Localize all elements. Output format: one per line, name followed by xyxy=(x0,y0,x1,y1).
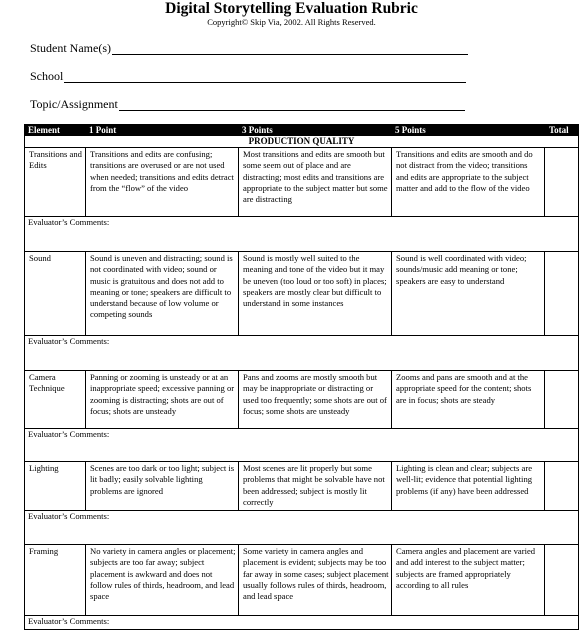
five-points-cell: Transitions and edits are smooth and do not distract from the video; transitions and edits are appropriate to the subject matter and add to the flow of the video xyxy=(392,148,545,216)
one-point-cell: Panning or zooming is unsteady or at an inappropriate speed; excessive panning or zooming is distracting; shots are out of focus; shots are unsteady xyxy=(86,371,239,428)
table-row-framing xyxy=(24,545,579,616)
table-row-camera-technique xyxy=(24,371,579,429)
topic-assignment-field[interactable] xyxy=(30,97,465,111)
three-points-cell: Most scenes are lit properly but some problems that might be solvable have not been addressed; subject is mostly lit correctly xyxy=(239,462,392,510)
school-label: School xyxy=(30,69,64,83)
school-field[interactable] xyxy=(30,69,466,83)
three-points-cell: Some variety in camera angles and placement is evident; subjects may be too far away in some cases; subject placement usually follows rules of thirds, headroom, and lead space xyxy=(239,545,392,615)
school-line[interactable] xyxy=(64,70,466,83)
evaluator-comments-transitions[interactable] xyxy=(24,217,579,252)
table-row-lighting xyxy=(24,462,579,511)
comments-label: Evaluator’s Comments: xyxy=(28,616,110,626)
three-points-cell: Sound is mostly well suited to the meaning and tone of the video but it may be uneven (too loud or too soft) in places; speakers are mostly clear but difficult to understand in some instances xyxy=(239,252,392,335)
student-name-field[interactable] xyxy=(30,41,468,55)
evaluator-comments-sound[interactable] xyxy=(24,336,579,371)
three-points-cell: Most transitions and edits are smooth but some seem out of place and are distracting; most edits and transitions are appropriate to the subject matter but some are distracting xyxy=(239,148,392,216)
column-header-3-points: 3 Points xyxy=(242,125,273,135)
table-row-transitions xyxy=(24,148,579,217)
comments-label: Evaluator’s Comments: xyxy=(28,336,110,346)
one-point-cell: Scenes are too dark or too light; subject is lit badly; easily solvable lighting problems are ignored xyxy=(86,462,239,510)
element-cell: Lighting xyxy=(25,462,86,510)
element-cell: Sound xyxy=(25,252,86,335)
column-header-5-points: 5 Points xyxy=(395,125,426,135)
column-header-1-point: 1 Point xyxy=(89,125,117,135)
comments-label: Evaluator’s Comments: xyxy=(28,429,110,439)
column-header-total: Total xyxy=(549,125,569,135)
five-points-cell: Lighting is clean and clear; subjects are well-lit; evidence that potential lighting problems (if any) have been addressed xyxy=(392,462,545,510)
three-points-cell: Pans and zooms are mostly smooth but may be inappropriate or distracting or used too frequently; some shots are out of focus; some shots are unsteady xyxy=(239,371,392,428)
evaluator-comments-camera-technique[interactable] xyxy=(24,429,579,462)
one-point-cell: No variety in camera angles or placement; subjects are too far away; subject placement is awkward and does not follow rules of thirds, headroom, and lead space xyxy=(86,545,239,615)
topic-assignment-label: Topic/Assignment xyxy=(30,97,118,111)
one-point-cell: Sound is uneven and distracting; sound is not coordinated with video; sound or music is gratuitous and does not add to meaning or tone; speakers are difficult to understand because of low volume or competing sounds xyxy=(86,252,239,335)
section-heading: PRODUCTION QUALITY xyxy=(24,136,579,148)
comments-label: Evaluator’s Comments: xyxy=(28,217,110,227)
one-point-cell: Transitions and edits are confusing; transitions are overused or are not used when needed; transitions and edits detract from the “flow” of the video xyxy=(86,148,239,216)
five-points-cell: Camera angles and placement are varied and add interest to the subject matter; subjects are framed appropriately according to all rules xyxy=(392,545,545,615)
student-name-label: Student Name(s) xyxy=(30,41,111,55)
evaluator-comments-framing[interactable] xyxy=(24,616,579,630)
topic-assignment-line[interactable] xyxy=(119,98,465,111)
table-row-sound xyxy=(24,252,579,336)
comments-label: Evaluator’s Comments: xyxy=(28,511,110,521)
five-points-cell: Zooms and pans are smooth and at the appropriate speed for the content; shots are in focus; shots are steady xyxy=(392,371,545,428)
total-cell[interactable] xyxy=(545,148,579,216)
student-name-line[interactable] xyxy=(112,42,468,55)
element-cell: Transitions and Edits xyxy=(25,148,86,216)
total-cell[interactable] xyxy=(545,462,579,510)
copyright-notice: Copyright© Skip Via, 2002. All Rights Reserved. xyxy=(207,17,376,27)
total-cell[interactable] xyxy=(545,371,579,428)
five-points-cell: Sound is well coordinated with video; sounds/music add meaning or tone; speakers are easy to understand xyxy=(392,252,545,335)
total-cell[interactable] xyxy=(545,252,579,335)
rubric-table xyxy=(24,124,579,630)
column-header-element: Element xyxy=(28,125,60,135)
total-cell[interactable] xyxy=(545,545,579,615)
element-cell: Framing xyxy=(25,545,86,615)
rubric-title: Digital Storytelling Evaluation Rubric xyxy=(165,0,418,17)
table-header-row xyxy=(24,124,579,136)
element-cell: Camera Technique xyxy=(25,371,86,428)
evaluator-comments-lighting[interactable] xyxy=(24,511,579,545)
